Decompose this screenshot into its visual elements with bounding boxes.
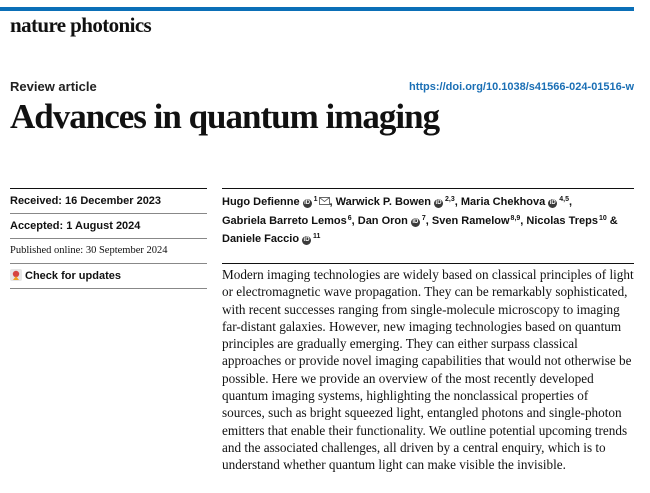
author-warwick-p-bowen[interactable] [336, 196, 458, 208]
abstract-text: Modern imaging technologies are widely based on classical principles of light or electromagnetic wave propagation. They can be remarkably sophisticated, with recent successes ranging from single-molecule microscopy to imaging far-distant galaxies. However, new imaging technologies based on quantum principles are gradually emerging. They can either surpass classical approaches or provide novel imaging capabilities that would not otherwise be possible. Here we provide an overview of the most recently developed quantum imaging systems, highlighting the nonclassical properties of sources, such as bright squeezed light, entangled photons and single-photon emitters that enable their functionality. We outline potential upcoming trends and the associated challenges, all driven by a central enquiry, which is to understand whether quantum light can make visible the invisible. [222, 267, 634, 473]
orcid-icon[interactable]: iD [549, 200, 556, 206]
author-separator: & [606, 214, 618, 227]
author-separator: , [520, 214, 524, 227]
journal-name[interactable]: nature photonics [10, 13, 152, 37]
author-name[interactable]: Gabriela Barreto Lemos [222, 214, 347, 227]
affiliation-number[interactable]: 10 [598, 214, 607, 222]
author-sven-ramelow[interactable] [432, 215, 523, 227]
affiliation-number[interactable]: 4,5 [559, 196, 569, 203]
affiliation-number[interactable]: 7 [421, 214, 426, 222]
affiliation-number[interactable]: 1 [313, 196, 318, 203]
affiliation-number[interactable]: 6 [347, 214, 352, 222]
article-dates-panel [10, 188, 207, 289]
author-name[interactable]: Hugo Defienne [222, 196, 300, 208]
author-dan-oron[interactable] [358, 215, 429, 227]
affiliation-number[interactable]: 8,9 [510, 214, 521, 222]
author-separator: , [569, 196, 573, 208]
published-date: Published online: 30 September 2024 [10, 238, 207, 263]
article-type: Review article [10, 79, 97, 94]
journal-top-bar [0, 7, 634, 11]
doi-link[interactable]: https://doi.org/10.1038/s41566-024-01516-w [409, 81, 634, 93]
author-list [222, 192, 634, 248]
check-for-updates-label: Check for updates [25, 270, 121, 282]
affiliation-number[interactable]: 11 [313, 233, 321, 240]
check-for-updates-button[interactable] [10, 263, 207, 289]
affiliation-number[interactable]: 2,3 [445, 196, 455, 203]
author-name[interactable]: Nicolas Treps [526, 214, 598, 227]
received-date: Received: 16 December 2023 [10, 188, 207, 213]
orcid-icon[interactable]: iD [304, 200, 311, 206]
author-maria-chekhova[interactable] [461, 196, 572, 208]
orcid-icon[interactable]: iD [435, 200, 442, 206]
orcid-icon[interactable]: iD [303, 237, 310, 243]
author-nicolas-treps[interactable] [526, 215, 617, 227]
authors-divider [222, 188, 634, 189]
abstract-divider [222, 263, 634, 264]
author-name[interactable]: Warwick P. Bowen [335, 196, 432, 208]
article-title: Advances in quantum imaging [10, 97, 440, 136]
author-hugo-defienne[interactable] [222, 196, 333, 208]
email-icon[interactable] [319, 197, 330, 205]
author-name[interactable]: Sven Ramelow [431, 214, 510, 227]
accepted-date: Accepted: 1 August 2024 [10, 213, 207, 238]
author-separator: , [329, 196, 333, 208]
author-name[interactable]: Maria Chekhova [460, 196, 546, 208]
author-separator: , [425, 214, 429, 227]
author-gabriela-barreto-lemos[interactable] [222, 215, 355, 227]
author-separator: , [454, 196, 458, 208]
author-separator: , [351, 214, 355, 227]
author-name[interactable]: Dan Oron [357, 214, 408, 227]
check-for-updates-icon [10, 269, 22, 281]
orcid-icon[interactable]: iD [412, 218, 419, 225]
author-name[interactable]: Daniele Faccio [222, 233, 300, 245]
author-daniele-faccio[interactable] [222, 233, 320, 245]
